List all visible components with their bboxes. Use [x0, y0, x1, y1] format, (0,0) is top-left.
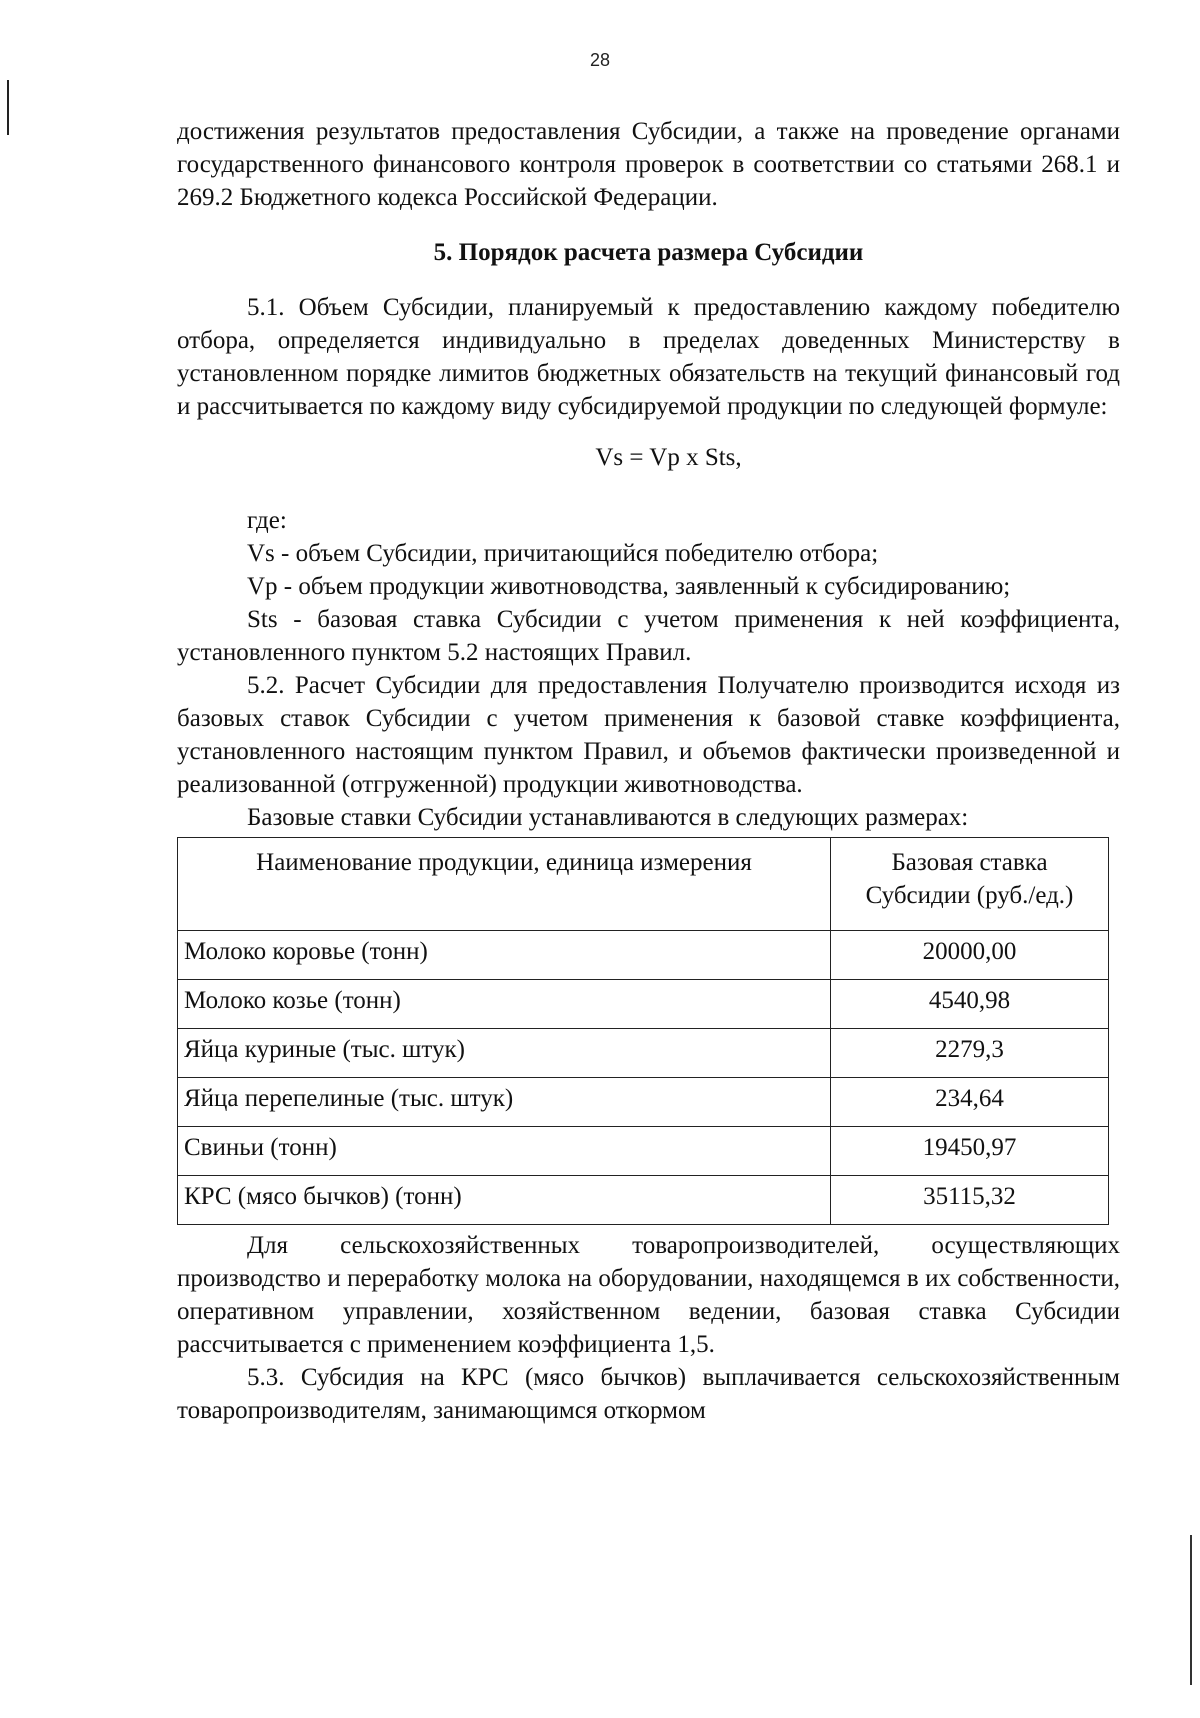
product-name-cell: Свиньи (тонн) [178, 1127, 831, 1176]
section-heading: 5. Порядок расчета размера Субсидии [433, 239, 864, 266]
where-label: где: [247, 507, 287, 534]
table-row [178, 980, 1109, 1029]
header-product-name: Наименование продукции, единица измерения [178, 838, 831, 931]
rate-cell: 2279,3 [831, 1029, 1109, 1078]
rate-cell: 19450,97 [831, 1127, 1109, 1176]
rate-cell: 20000,00 [831, 931, 1109, 980]
table-row [178, 931, 1109, 980]
product-name-cell: Яйца перепелиные (тыс. штук) [178, 1078, 831, 1127]
scan-edge-mark [1190, 1535, 1192, 1685]
page-number: 28 [589, 50, 611, 70]
definition-vs: Vs - объем Субсидии, причитающийся победителю отбора; [247, 540, 879, 567]
paragraph-5-2: 5.2. Расчет Субсидии для предоставления Получателю производится исходя из базовых ставок Субсидии с учетом применения к базовой ставке коэффициента, установленного настоящим пунктом Правил, и объемов фактически произведенной и реализованной (отгруженной) продукции животноводства. [177, 672, 1120, 798]
product-name-cell: КРС (мясо бычков) (тонн) [178, 1176, 831, 1225]
rates-table [177, 837, 1109, 1225]
product-name-cell: Молоко козье (тонн) [178, 980, 831, 1029]
product-name-cell: Яйца куриные (тыс. штук) [178, 1029, 831, 1078]
header-base-rate: Базовая ставка Субсидии (руб./ед.) [831, 838, 1109, 931]
table-header-row [178, 838, 1109, 931]
table-row [178, 1127, 1109, 1176]
formula: Vs = Vp x Sts, [595, 444, 742, 471]
table-row [178, 1078, 1109, 1127]
rate-cell: 4540,98 [831, 980, 1109, 1029]
scan-edge-mark [7, 80, 9, 135]
rate-cell: 234,64 [831, 1078, 1109, 1127]
definition-sts: Sts - базовая ставка Субсидии с учетом применения к ней коэффициента, установленного пунктом 5.2 настоящих Правил. [177, 606, 1120, 666]
table-row [178, 1176, 1109, 1225]
definition-vp: Vp - объем продукции животноводства, заявленный к субсидированию; [247, 573, 1011, 600]
document-body [177, 115, 1120, 1427]
product-name-cell: Молоко коровье (тонн) [178, 931, 831, 980]
table-intro: Базовые ставки Субсидии устанавливаются в следующих размерах: [247, 804, 969, 831]
table-row [178, 1029, 1109, 1078]
paragraph-5-1: 5.1. Объем Субсидии, планируемый к предоставлению каждому победителю отбора, определяется индивидуально в пределах доведенных Министерству в установленном порядке лимитов бюджетных обязательств на текущий финансовый год и рассчитывается по каждому виду субсидируемой продукции по следующей формуле: [177, 294, 1120, 420]
paragraph-5-3: 5.3. Субсидия на КРС (мясо бычков) выплачивается сельскохозяйственным товаропроизводителям, занимающимся откормом [177, 1364, 1120, 1424]
paragraph-continuation: достижения результатов предоставления Субсидии, а также на проведение органами государственного финансового контроля проверок в соответствии со статьями 268.1 и 269.2 Бюджетного кодекса Российской Федерации. [177, 118, 1120, 211]
paragraph-coefficient: Для сельскохозяйственных товаропроизводителей, осуществляющих производство и переработку молока на оборудовании, находящемся в их собственности, оперативном управлении, хозяйственном ведении, базовая ставка Субсидии рассчитывается с применением коэффициента 1,5. [177, 1232, 1120, 1358]
rate-cell: 35115,32 [831, 1176, 1109, 1225]
